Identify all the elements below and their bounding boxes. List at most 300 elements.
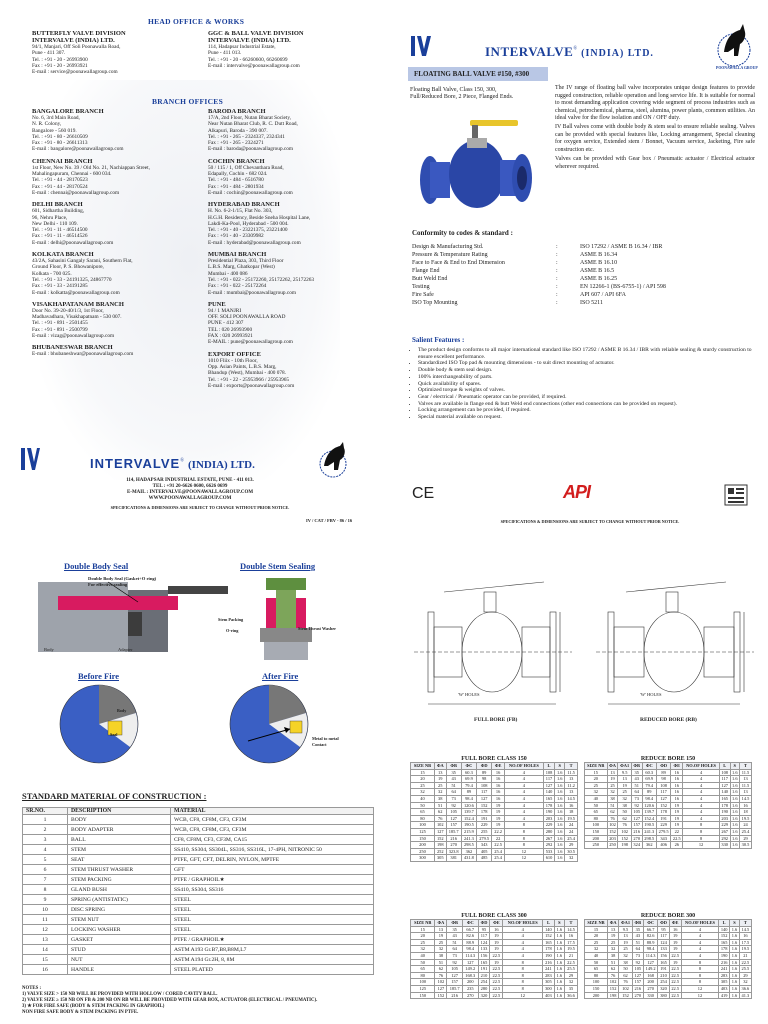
dim-cell: 168.3	[462, 972, 478, 979]
branch-line: E-mail : baroda@poonawallagroup.com	[208, 146, 294, 153]
dim-cell: 89	[642, 789, 656, 796]
material-row	[23, 945, 374, 955]
dim-cell: 1.6	[555, 769, 565, 776]
dim-cell: 32	[565, 979, 578, 986]
dim-cell: 92	[632, 959, 643, 966]
stem-seal-diagram	[256, 578, 316, 662]
dim-cell: 198	[618, 842, 631, 849]
dim-cell: 22.5	[669, 972, 681, 979]
metal-contact-label: Metal to metal Contact	[312, 736, 339, 747]
dim-cell: 152	[608, 985, 619, 992]
dim-cell: 191	[656, 815, 670, 822]
branch-title: BHUBANESWAR BRANCH	[32, 344, 113, 352]
fax-line: Fax : +91 - 20 - 26993921	[32, 62, 88, 69]
dim-cell: 157	[447, 979, 463, 986]
dim-row	[411, 933, 578, 940]
dim-cell: 1.6	[730, 926, 740, 933]
dim-cell: 25	[607, 782, 618, 789]
material-cell: 4	[23, 845, 68, 855]
dim-cell: 229	[656, 822, 670, 829]
dim-cell: 14.5	[565, 926, 578, 933]
dim-cell: 127	[446, 815, 461, 822]
conformity-key: Pressure & Temperature Rating	[412, 252, 488, 258]
dim-cell: 19	[671, 802, 683, 809]
dim-cell: 62	[435, 966, 447, 973]
dim-cell: 22.5	[671, 835, 683, 842]
dim-cell: 95	[658, 926, 669, 933]
dim-cell: 32	[585, 789, 608, 796]
dim-cell: 1.6	[732, 828, 738, 834]
dim-cell: 200	[585, 835, 608, 842]
dim-cell: 50	[585, 802, 608, 809]
dim-cell: 64	[631, 789, 642, 796]
header-brand: INTERVALVE® (INDIA) LTD.	[485, 44, 654, 59]
reduced-bore-label: REDUCED BORE (RB)	[640, 717, 697, 723]
dim-cell: 178	[477, 809, 492, 816]
dim-cell: 114.3	[462, 952, 478, 959]
dim-cell: 4	[504, 789, 543, 796]
dim-cell: 117	[543, 776, 554, 783]
dim-cell: 267	[543, 835, 554, 842]
dim-cell: 157	[632, 979, 643, 986]
dim-cell: 381	[446, 855, 461, 862]
dim-row	[585, 776, 752, 783]
dim-cell: 280	[543, 828, 554, 835]
material-cell: GASKET	[68, 935, 171, 945]
dim-cell: 1.6	[555, 809, 565, 816]
dim-cell: 32	[619, 952, 633, 959]
branch-block	[208, 251, 378, 296]
dim-cell: 140	[543, 926, 555, 933]
dim-cell: 30.5	[565, 848, 578, 855]
dim-cell: 25	[619, 946, 633, 953]
material-row	[23, 895, 374, 905]
dim-cell: 89	[656, 769, 670, 776]
dim-cell: 1.6	[555, 842, 565, 849]
dim-cell: 29	[740, 835, 752, 842]
branch-title: KOLKATA BRANCH	[32, 251, 94, 259]
dim-cell: 190.5	[461, 822, 476, 829]
dim-header-cell: S	[554, 920, 564, 927]
dim-cell: 73	[632, 952, 643, 959]
dim-cell: 25	[618, 789, 631, 796]
branch-line: Bhandup (West), Mumbai - 400 078.	[208, 370, 286, 377]
subtitle-line: Floating Ball Valve, Class 150, 300,	[410, 87, 497, 93]
brand-name: INTERVALVE	[90, 456, 181, 471]
dim-row	[411, 802, 578, 809]
dim-cell: 25	[585, 939, 608, 946]
dim-header-cell: SIZE NB	[411, 763, 435, 770]
branch-line: No. 6, 3rd Main Road,	[32, 115, 80, 121]
branch-line: Opp. Asian Paints, L.B.S. Marg,	[208, 363, 277, 370]
dim-cell: 105	[447, 966, 463, 973]
dim-cell: 22.5	[490, 972, 503, 979]
spec-note: SPECIFICATIONS & DIMENSIONS ARE SUBJECT TO CHANGE WITHOUT PRIOR NOTICE.	[110, 505, 290, 510]
dim-cell: 98.4	[642, 795, 656, 802]
dim-cell: 1.6	[732, 822, 738, 828]
dim-cell: 16	[740, 802, 752, 809]
dim-cell: 150	[585, 828, 608, 835]
dim-cell: 20	[411, 776, 435, 783]
dim-cell: 127	[543, 782, 554, 789]
brand-name: INTERVALVE	[485, 44, 574, 59]
group-label: POONAWALLA GROUP	[716, 66, 758, 70]
branch-title: PUNE	[208, 300, 226, 308]
dim-cell: 190	[543, 809, 554, 816]
after-fire-diagram	[228, 683, 310, 765]
dim-cell: 32	[607, 789, 618, 796]
dim-cell: 22.5	[492, 842, 505, 849]
feature-item: • Special material available on request.	[418, 414, 763, 421]
dim-cell: 80	[585, 815, 608, 822]
dim-cell: 19	[618, 782, 631, 789]
dim-cell: 165	[543, 939, 555, 946]
branch-line: 17/A, 2nd Floor, Nutan Bharat Society,	[208, 115, 292, 121]
note-line: 1) VALVE SIZE > 150 NB WILL BE PROVIDED WITH HOLLOW / CORED CAVITY BALL.	[22, 992, 218, 997]
material-cell: ASTM A194 Gr.2H, 8, 8M	[171, 955, 374, 965]
dim-header-cell: T	[565, 763, 578, 770]
dim-cell: 1.6	[554, 979, 564, 986]
catalog-number: IV / CAT / FBV - 86 / 16	[306, 518, 353, 523]
dim-row	[411, 815, 578, 822]
dim-cell: 4	[683, 809, 720, 816]
dim-cell: 51	[447, 939, 463, 946]
conformity-key: Butt Weld End	[412, 276, 448, 282]
dim-cell: 73	[631, 795, 642, 802]
material-cell: BODY	[68, 815, 171, 825]
phone-line: Tel. : +91 - 20 - 66260600, 66260699	[208, 56, 288, 63]
dim-row	[585, 815, 752, 822]
material-cell: 9	[23, 895, 68, 905]
dim-cell: 24	[740, 822, 752, 829]
dim-cell: 22	[671, 828, 683, 835]
dim-cell: 4	[504, 815, 543, 822]
dim-cell: 88.9	[643, 939, 658, 946]
branch-line: FAX : 020 26993921	[208, 333, 253, 340]
dim-cell: 229	[477, 822, 492, 829]
feature-item: • The product design conforms to all major international standard like ISO 17292 / ASME B 16.34 / IBR with reliable sealing & sturdy construction to ensure excellent performance.	[418, 347, 763, 360]
dim-header-cell: T	[565, 920, 578, 927]
dim-header-cell: T	[739, 920, 751, 927]
dim-cell: 270	[643, 985, 658, 992]
footer-address: 114, HADAPSAR INDUSTRIAL ESTATE, PUNE - 411 013.	[126, 478, 254, 483]
dim-cell: 19	[619, 939, 633, 946]
dim-cell: 32	[434, 789, 446, 796]
dim-cell: 19	[607, 776, 618, 783]
conformity-row	[412, 259, 670, 267]
dim-cell: 305	[543, 979, 555, 986]
dim-header-cell: S	[555, 763, 565, 770]
dim-cell: 108	[719, 769, 730, 776]
dim-cell: 250	[607, 842, 618, 849]
dim-row	[585, 979, 752, 986]
material-notes	[22, 986, 372, 1016]
dim-cell: 4	[504, 776, 543, 783]
dim-cell: 13	[619, 933, 633, 940]
dim-cell: 1.6	[555, 828, 565, 835]
dim-cell: 43	[631, 776, 642, 783]
footer-contacts	[70, 478, 310, 502]
dim-cell: 79.4	[461, 782, 476, 789]
branch-line: E-mail : bhubaneshwar@poonawallagroup.com	[32, 351, 134, 358]
dim-cell: 22.5	[739, 959, 751, 966]
branch-line: Tel. : +91 - 265 - 2324337, 2324341	[208, 133, 285, 140]
dim-cell: 98.4	[643, 946, 658, 953]
dim-header-cell: ΦC	[643, 920, 658, 927]
dim-cell: 1.6	[554, 946, 564, 953]
material-row	[23, 865, 374, 875]
dim-cell: 100	[411, 979, 435, 986]
fb150-table	[410, 762, 578, 862]
dim-header-cell: S	[730, 920, 740, 927]
dim-cell: 210	[658, 972, 669, 979]
dim-header-cell: ΦA	[434, 763, 446, 770]
material-header-row	[23, 808, 374, 815]
dim-cell: 19.5	[565, 815, 578, 822]
dim-row	[585, 933, 752, 940]
dim-cell: 4	[681, 926, 718, 933]
dim-cell: 165	[719, 795, 730, 802]
dim-cell: 38	[618, 802, 631, 809]
full-bore-label: FULL BORE (FB)	[474, 717, 518, 723]
dim-cell: 16	[490, 926, 503, 933]
dim-cell: 216	[446, 835, 461, 842]
dim-cell: 152	[607, 828, 618, 835]
dim-cell: 1.6	[554, 992, 564, 999]
dim-cell: 22.5	[669, 952, 681, 959]
dim-cell: 22	[492, 835, 505, 842]
dim-cell: 80	[585, 972, 608, 979]
dim-row	[585, 985, 752, 992]
branch-line: E-mail : cochin@poonawallagroup.com	[208, 189, 293, 196]
dim-cell: 76	[607, 815, 618, 822]
dim-cell: 1.6	[555, 782, 565, 789]
dim-cell: 267	[719, 828, 730, 835]
dim-header-cell: ΦB	[447, 920, 463, 927]
conformity-value: ASME B 16.5	[580, 268, 615, 274]
rb300-table	[584, 919, 752, 999]
material-row	[23, 835, 374, 845]
dim-cell: 279.5	[477, 835, 492, 842]
dim-cell: 4	[503, 952, 543, 959]
dim-cell: 25	[434, 782, 446, 789]
dim-cell: 4	[683, 802, 720, 809]
dim-cell: 20	[585, 776, 608, 783]
dim-cell: 16	[671, 776, 683, 783]
dim-cell: 149.2	[462, 966, 478, 973]
ggc-division-block	[208, 30, 368, 69]
dim-cell: 98.4	[461, 795, 476, 802]
dim-cell: 35	[447, 926, 463, 933]
head-office-title: HEAD OFFICE & WORKS	[148, 17, 245, 26]
fb300-table	[410, 919, 578, 999]
dim-cell: 8	[504, 822, 543, 829]
material-row	[23, 815, 374, 825]
fb150-block	[410, 756, 578, 862]
dim-row	[411, 952, 578, 959]
dim-cell: 8	[504, 842, 543, 849]
double-body-seal-title: Double Body Seal	[64, 561, 129, 571]
dim-cell: 270	[462, 992, 478, 999]
dim-cell: 19	[671, 809, 683, 816]
dim-cell: 25.4	[565, 835, 578, 842]
dim-cell: 14.5	[740, 795, 752, 802]
branch-line: E-mail : kolkatta@poonawallagroup.com	[32, 289, 120, 296]
branch-line: TEL : 020 26993900	[208, 326, 253, 333]
phone-line: Tel. : +91 - 20 - 26993900	[32, 56, 88, 63]
dim-row	[585, 939, 752, 946]
spec-note-right: SPECIFICATIONS & DIMENSIONS ARE SUBJECT TO CHANGE WITHOUT PRIOR NOTICE.	[500, 519, 680, 524]
dim-cell: 73	[446, 795, 461, 802]
dim-cell: 190.5	[642, 822, 656, 829]
dim-row	[585, 828, 752, 835]
dim-cell: 127	[477, 795, 492, 802]
dim-cell: 190	[719, 809, 730, 816]
dim-cell: 16	[671, 795, 683, 802]
dim-cell: 92	[446, 802, 461, 809]
material-cell: GFT	[171, 865, 374, 875]
conformity-value: EN 12266-1 (BS-6755-1) / API 598	[580, 284, 666, 290]
dim-cell: 117	[478, 933, 490, 940]
dim-cell: 1.6	[555, 795, 565, 802]
salient-title: Salient Features :	[412, 336, 465, 344]
dim-cell: 25	[585, 782, 608, 789]
dim-cell: 305	[434, 855, 446, 862]
branch-line: H.G.H. Residency, Beside Sneha Hospital Lane,	[208, 214, 311, 221]
dim-cell: 165	[543, 795, 554, 802]
footer-brand: INTERVALVE® (INDIA) LTD.	[90, 456, 255, 471]
dim-cell: 152	[543, 933, 555, 940]
branch-line: E-MAIL : pune@poonawallagroup.com	[208, 339, 293, 346]
dim-cell: 80	[411, 972, 435, 979]
material-row	[23, 915, 374, 925]
dim-cell: 16	[492, 795, 505, 802]
colon: :	[556, 252, 558, 258]
dim-cell: 25.4	[492, 848, 505, 855]
dim-cell: 69.9	[642, 776, 656, 783]
dim-cell: 17.5	[739, 939, 751, 946]
conformity-row	[412, 283, 670, 291]
dim-row	[411, 848, 578, 855]
dim-cell: 43	[447, 933, 463, 940]
dim-cell: 241	[543, 966, 555, 973]
dim-header-cell: ΦE	[671, 763, 683, 770]
dim-cell: 117	[477, 789, 492, 796]
feature-item: • Valves are available in flange end & butt Weld end connections (other end connections can be provided on request).	[418, 401, 763, 408]
dim-cell: 380	[658, 992, 669, 999]
dim-cell: 20	[585, 933, 608, 940]
dim-cell: 22.5	[490, 992, 503, 999]
dim-cell: 8	[503, 979, 543, 986]
dim-cell: 330	[643, 992, 658, 999]
ce-mark: CE	[412, 485, 435, 502]
branch-title: HYDERABAD BRANCH	[208, 201, 280, 209]
dim-row	[411, 946, 578, 953]
dim-cell: 16	[671, 782, 683, 789]
dim-cell: 283	[719, 972, 730, 979]
before-fire-title: Before Fire	[78, 671, 119, 681]
branch-line: Tel. : +91 - 891 - 2501455	[32, 320, 88, 327]
branch-block	[208, 351, 378, 389]
dim-cell: 1.6	[732, 802, 738, 808]
conformity-key: Testing	[412, 284, 430, 290]
dim-cell: 178	[719, 946, 730, 953]
description-para: Valves can be provided with Gear box / Pneumatic actuator / Electrical actuator wherever required.	[555, 156, 755, 170]
dim-cell: 19	[492, 809, 505, 816]
branch-line: PUNE - 412 307	[208, 320, 244, 327]
branch-line: Presidential Plaza, 303, Third Floor	[208, 258, 284, 265]
dim-cell: 14.5	[565, 795, 578, 802]
dim-cell: 1.6	[554, 926, 564, 933]
dim-cell: 73	[447, 952, 463, 959]
dim-cell: 1.6	[555, 789, 565, 796]
dim-row	[411, 769, 578, 776]
oring-label: O-ring	[226, 628, 239, 633]
dim-cell: 35	[632, 926, 643, 933]
dim-row	[411, 855, 578, 862]
dim-cell: 270	[631, 835, 642, 842]
branch-line: Fax : +91 - 33 - 24191285	[32, 283, 88, 290]
material-cell: STUD	[68, 945, 171, 955]
dim-header-cell: ΦB	[632, 920, 643, 927]
dim-header-cell: SIZE NB	[585, 920, 608, 927]
dim-cell: 140	[719, 789, 730, 796]
division-title: BUTTERFLY VALVE DIVISION	[32, 30, 126, 37]
dim-cell: 4	[504, 802, 543, 809]
dim-cell: 26	[671, 842, 683, 849]
features-list	[410, 347, 763, 421]
branch-line: Kolkata - 700 025.	[32, 270, 72, 277]
dim-header-cell: ΦC	[642, 763, 656, 770]
branch-block	[32, 301, 202, 339]
dim-cell: 165	[478, 959, 490, 966]
dim-cell: 1.6	[732, 769, 738, 775]
branch-line: Near Nutan Bharat Club, R. C. Dutt Road,	[208, 121, 298, 128]
dim-cell: 1.6	[554, 933, 564, 940]
footer-email: E-MAIL : INTERVALVE@POONAWALLAGROUP.COM	[126, 490, 254, 495]
dim-cell: 4	[683, 795, 720, 802]
dim-cell: 89	[461, 789, 476, 796]
colon: :	[556, 276, 558, 282]
dim-cell: 1.6	[732, 789, 738, 795]
conformity-value: ASME B 16.10	[580, 260, 618, 266]
dim-cell: 4	[683, 776, 720, 783]
dim-cell: 8	[683, 835, 720, 842]
note-line: 3) ★ FOR FIRE SAFE (BODY & STEM PACKING IN GRAPHOIL)	[22, 1004, 165, 1009]
material-cell: SEAT	[68, 855, 171, 865]
dim-cell: 102	[435, 979, 447, 986]
branch-line: Lakdi-Ka-Pool, Hyderabad - 500 004.	[208, 220, 289, 227]
dim-header-cell: NO.OF HOLES	[683, 763, 720, 770]
dim-cell: 150	[585, 985, 608, 992]
dim-cell: 185.7	[446, 828, 461, 835]
dim-header-cell: ΦE	[492, 763, 505, 770]
dim-cell: 124	[478, 939, 490, 946]
colon: :	[556, 300, 558, 306]
branch-title: BANGALORE BRANCH	[32, 108, 104, 115]
dim-cell: 1.6	[554, 952, 564, 959]
dim-cell: 1.6	[555, 835, 565, 842]
dim-cell: 12	[503, 992, 543, 999]
dim-cell: 4	[504, 795, 543, 802]
branch-line: Tel. : +91 - 44 - 28170523	[32, 177, 88, 184]
product-title: FLOATING BALL VALVE #150, #300	[414, 70, 530, 78]
dim-cell: 50	[411, 959, 435, 966]
dim-cell: 8	[683, 822, 720, 829]
dim-cell: 125	[411, 828, 435, 835]
dim-cell: 65	[411, 809, 435, 816]
dim-cell: 16	[565, 933, 578, 940]
